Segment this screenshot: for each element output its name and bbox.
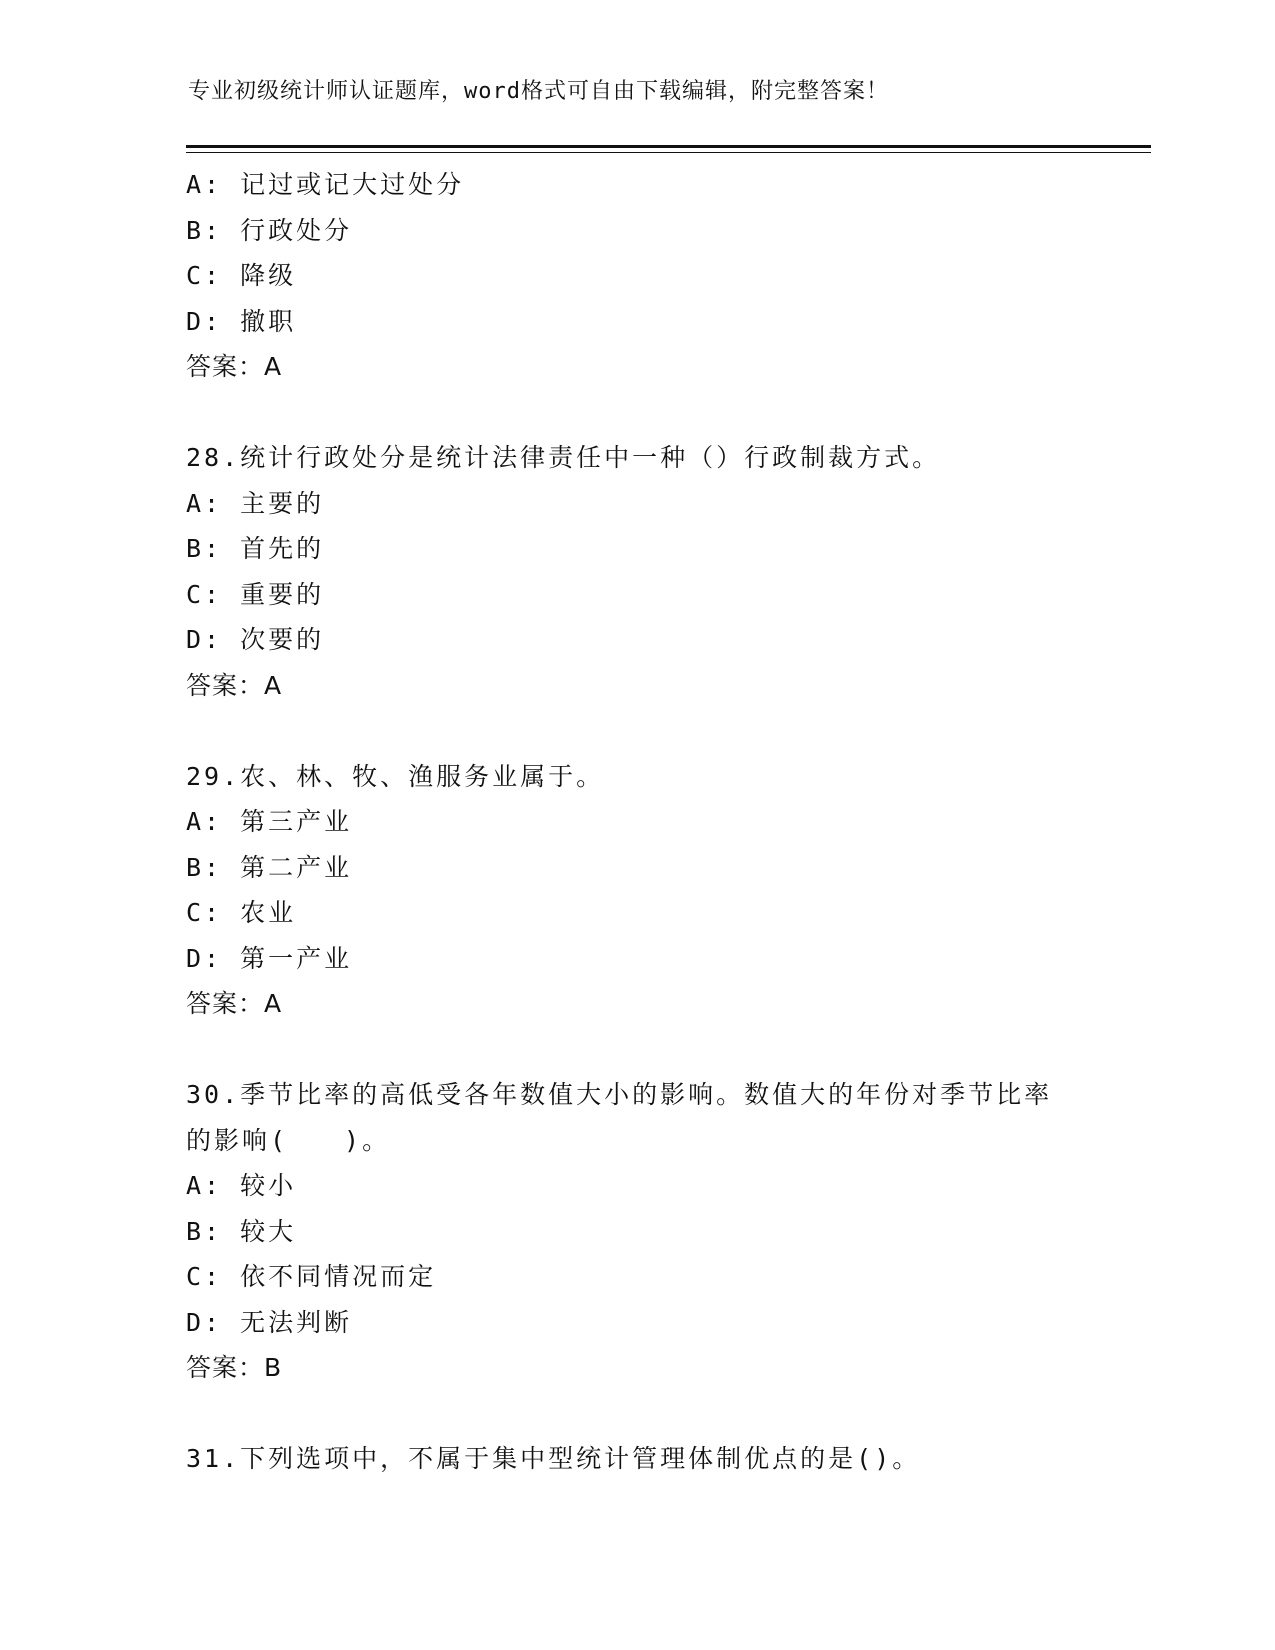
option-a: A: 主要的 bbox=[186, 488, 325, 518]
option-b: B: 第二产业 bbox=[186, 852, 353, 882]
option-d: D: 撤职 bbox=[186, 306, 297, 336]
header-rule-thick bbox=[186, 145, 1151, 148]
question-block bbox=[186, 1072, 1086, 1391]
option-c: C: 依不同情况而定 bbox=[186, 1262, 437, 1291]
header-rule-thin bbox=[186, 152, 1151, 153]
question-stem: 28.统计行政处分是统计法律责任中一种（）行政制裁方式。 bbox=[186, 443, 941, 472]
question-stem: 30.季节比率的高低受各年数值大小的影响。数值大的年份对季节比率 bbox=[186, 1080, 1053, 1109]
option-a: A: 第三产业 bbox=[186, 807, 353, 836]
option-a: A: 较小 bbox=[186, 1171, 297, 1200]
question-block bbox=[186, 162, 1086, 390]
answer-line: 答案：B bbox=[186, 1353, 283, 1382]
question-block bbox=[186, 435, 1086, 708]
answer-line: 答案：A bbox=[186, 670, 283, 700]
option-c: C: 重要的 bbox=[186, 579, 325, 609]
answer-line: 答案：A bbox=[186, 989, 283, 1018]
page-header: 专业初级统计师认证题库，word格式可自由下载编辑，附完整答案！ bbox=[188, 79, 889, 104]
option-c: C: 农业 bbox=[186, 898, 297, 927]
answer-line: 答案：A bbox=[186, 352, 283, 381]
option-d: D: 第一产业 bbox=[186, 943, 353, 973]
question-stem: 31.下列选项中，不属于集中型统计管理体制优点的是()。 bbox=[186, 1444, 921, 1473]
question-list bbox=[186, 162, 1086, 1482]
option-c: C: 降级 bbox=[186, 261, 297, 290]
option-d: D: 次要的 bbox=[186, 625, 325, 654]
option-b: B: 较大 bbox=[186, 1216, 297, 1246]
option-a: A: 记过或记大过处分 bbox=[186, 170, 465, 199]
question-block bbox=[186, 1436, 1086, 1482]
option-b: B: 首先的 bbox=[186, 534, 325, 563]
question-stem: 29.农、林、牧、渔服务业属于。 bbox=[186, 761, 605, 791]
question-stem-continued: 的影响( )。 bbox=[186, 1125, 391, 1155]
question-block bbox=[186, 754, 1086, 1027]
option-b: B: 行政处分 bbox=[186, 215, 353, 245]
option-d: D: 无法判断 bbox=[186, 1307, 353, 1337]
